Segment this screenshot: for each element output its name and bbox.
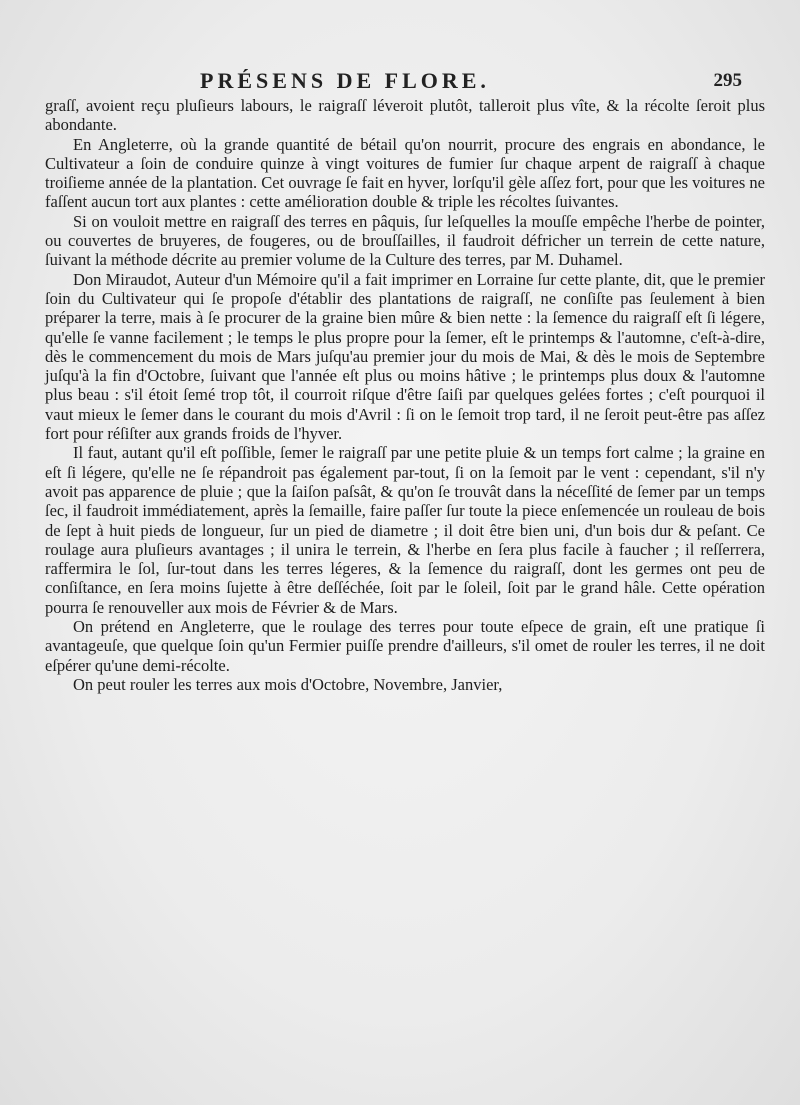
paragraph: Il faut, autant qu'il eſt poſſible, ſemer le raigraſſ par une petite pluie & un temps fort calme ; la graine en eſt ſi légere, qu'elle ne ſe répandroit pas également par-tout, ſi on la ſemoit par le vent : cependant, s'il n'y avoit pas apparence de pluie ; que la ſaiſon paſsât, & qu'on ſe trouvât dans la néceſſité de ſemer par un temps ſec, il faudroit immédiatement, après la ſemaille, faire paſſer ſur toute la piece enſemencée un rouleau de bois de ſept à huit pieds de longueur, ſur un pied de diametre ; il doit être bien uni, d'un bois dur & peſant. Ce roulage aura pluſieurs avantages ; il unira le terrein, & l'herbe en ſera plus facile à faucher ; il reſſerrera, raffermira le ſol, ſur-tout dans les terres légeres, & la ſemence du raigraſſ, dont les germes ont peu de conſiſtance, en ſera moins ſujette à être deſſéchée, ſoit par le ſoleil, ſoit par le grand hâle. Cette opération pourra ſe renouveller aux mois de Février & de Mars. <box>45 443 765 617</box>
paragraph: Si on vouloit mettre en raigraſſ des terres en pâquis, ſur leſquelles la mouſſe empêche l'herbe de pointer, ou couvertes de bruyeres, de fougeres, ou de brouſſailles, il faudroit défricher un terrein de cette nature, ſuivant la méthode décrite au premier volume de la Culture des terres, par M. Duhamel. <box>45 211 765 270</box>
paragraph: Don Miraudot, Auteur d'un Mémoire qu'il a fait imprimer en Lorraine ſur cette plante, dit, que le premier ſoin du Cultivateur qui ſe propoſe d'établir des plantations de raigraſſ, ne conſiſte pas ſeulement à bien préparer la terre, mais à ſe procurer de la graine bien mûre & bien nette : la ſemence du raigraſſ eſt ſi légere, qu'elle ſe vanne facilement ; le temps le plus propre pour la ſemer, eſt le printemps & l'automne, c'eſt-à-dire, dès le commencement du mois de Mars juſqu'au premier jour du mois de Mai, & dès le mois de Septembre juſqu'à la fin d'Octobre, ſuivant que l'année eſt plus ou moins hâtive ; le printemps plus doux & l'automne plus beau : s'il étoit ſemé trop tôt, il courroit riſque d'être ſaiſi par quelques gelées fortes ; c'eſt pourquoi il vaut mieux le ſemer dans le courant du mois d'Avril : ſi on le ſemoit trop tard, il ne ſeroit peut-être pas aſſez fort pour réſiſter aux grands froids de l'hyver. <box>45 269 765 444</box>
body-text <box>45 96 765 694</box>
running-title: PRÉSENS DE FLORE. <box>200 68 490 93</box>
paragraph: graſſ, avoient reçu pluſieurs labours, le raigraſſ léveroit plutôt, talleroit plus vîte, & la récolte ſeroit plus abondante. <box>45 96 765 135</box>
paragraph: En Angleterre, où la grande quantité de bétail qu'on nourrit, procure des engrais en abondance, le Cultivateur a ſoin de conduire quinze à vingt voitures de fumier ſur chaque arpent de raigraſſ à chaque troiſieme année de la plantation. Cet ouvrage ſe fait en hyver, lorſqu'il gèle aſſez fort, pour que les voitures ne faſſent aucun tort aux plantes : cette amélioration double & triple les récoltes ſuivantes. <box>45 134 765 212</box>
page-header <box>40 68 760 98</box>
page-number: 295 <box>713 70 742 91</box>
paragraph: On peut rouler les terres aux mois d'Octobre, Novembre, Janvier, <box>73 674 503 694</box>
paragraph: On prétend en Angleterre, que le roulage des terres pour toute eſpece de grain, eſt une pratique ſi avantageuſe, que quelque ſoin qu'un Fermier puiſſe prendre d'ailleurs, s'il omet de rouler les terres, il ne doit eſpérer qu'une demi-récolte. <box>45 617 765 675</box>
